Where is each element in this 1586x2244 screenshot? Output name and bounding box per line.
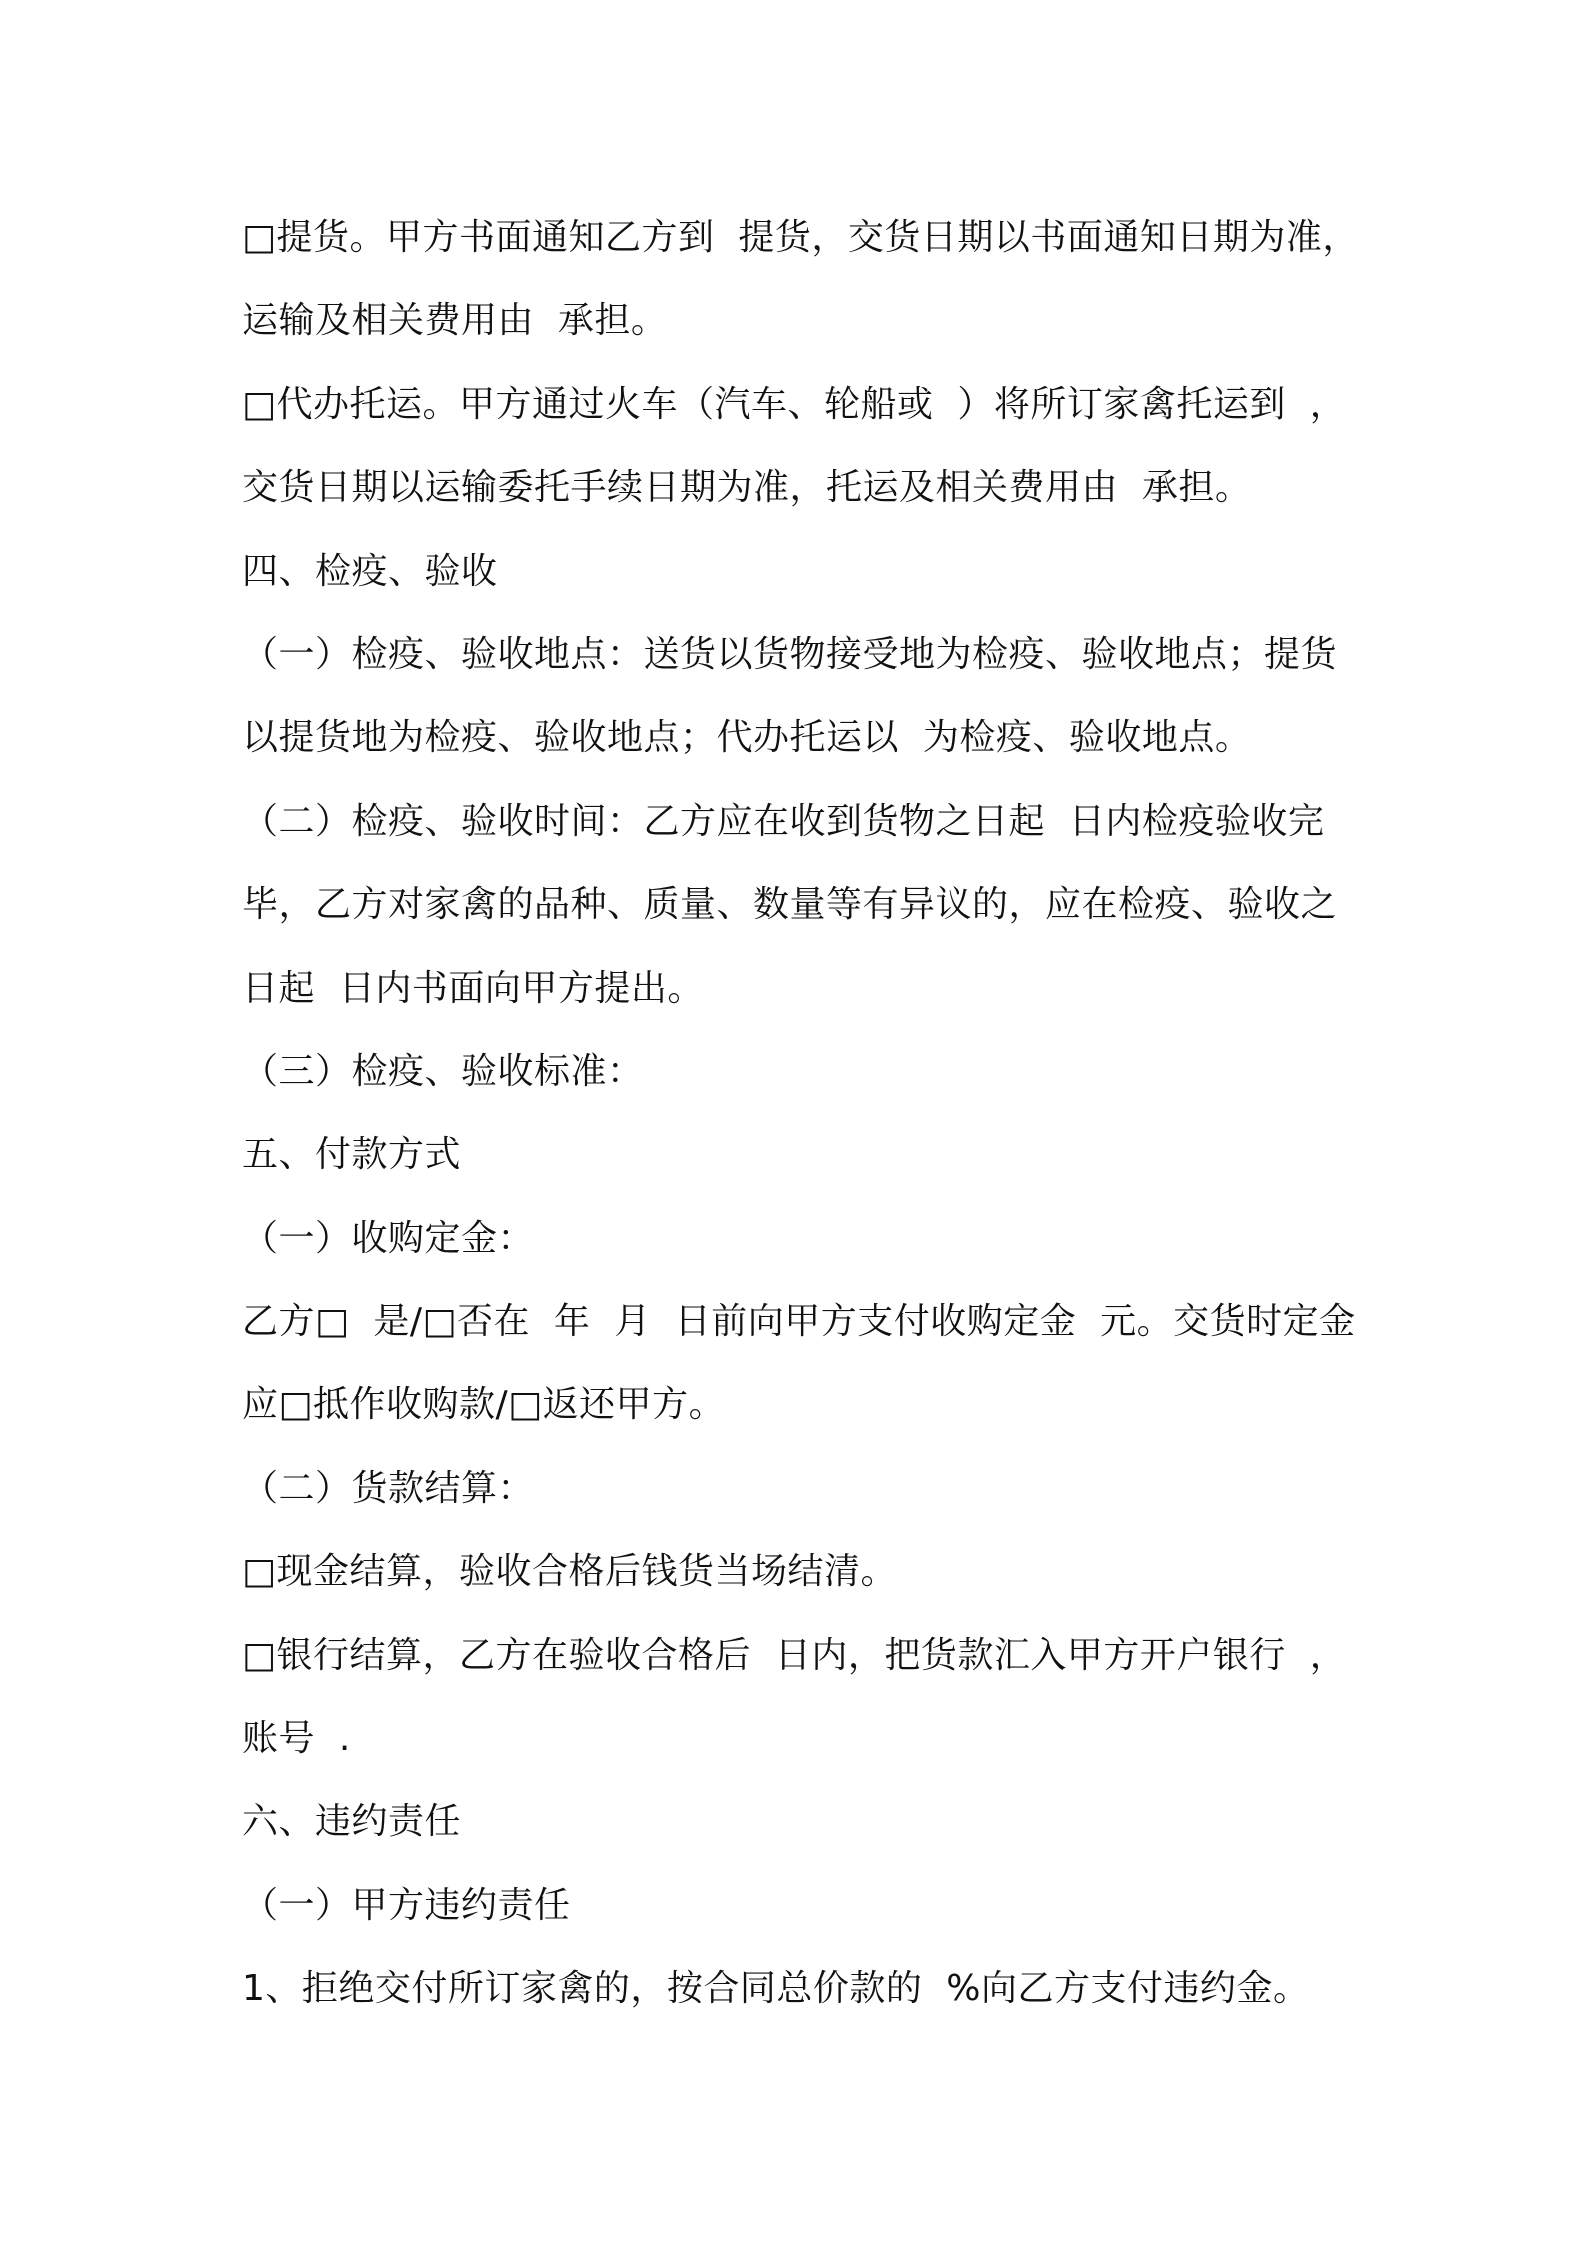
text-line: （一）甲方违约责任 (242, 1884, 571, 1926)
text-line: 交货日期以运输委托手续日期为准，托运及相关费用由 承担。 (242, 467, 1252, 509)
text-line: 1、拒绝交付所订家禽的，按合同总价款的 %向乙方支付违约金。 (242, 1968, 1310, 2010)
text-line: 运输及相关费用由 承担。 (242, 300, 668, 342)
section-heading: 四、检疫、验收 (242, 550, 498, 592)
section-heading: 五、付款方式 (242, 1134, 462, 1176)
section-heading: 六、违约责任 (242, 1801, 462, 1843)
text-line: （二）检疫、验收时间：乙方应在收到货物之日起 日内检疫验收完 (242, 800, 1325, 842)
text-line: □代办托运。甲方通过火车（汽车、轮船或 ）将所订家禽托运到 ， (242, 383, 1347, 425)
text-line: （三）检疫、验收标准： (242, 1050, 644, 1092)
text-line: □银行结算，乙方在验收合格后 日内，把货款汇入甲方开户银行 ， (242, 1634, 1347, 1676)
document-body (242, 196, 1382, 2031)
text-line: 乙方□ 是/□否在 年 月 日前向甲方支付收购定金 元。交货时定金 (242, 1301, 1356, 1343)
text-line: （一）收购定金： (242, 1217, 535, 1259)
text-line: 毕，乙方对家禽的品种、质量、数量等有异议的，应在检疫、验收之 (242, 884, 1338, 926)
text-line: 以提货地为检疫、验收地点；代办托运以 为检疫、验收地点。 (242, 717, 1252, 759)
text-line: 应□抵作收购款/□返还甲方。 (242, 1384, 726, 1426)
text-line: 日起 日内书面向甲方提出。 (242, 967, 704, 1009)
text-line: □提货。甲方书面通知乙方到 提货，交货日期以书面通知日期为准， (242, 217, 1359, 258)
text-line: □现金结算，验收合格后钱货当场结清。 (242, 1551, 898, 1593)
text-line: （一）检疫、验收地点：送货以货物接受地为检疫、验收地点；提货 (242, 633, 1338, 675)
text-line: 账号 . (242, 1718, 351, 1760)
text-line: （二）货款结算： (242, 1467, 535, 1509)
